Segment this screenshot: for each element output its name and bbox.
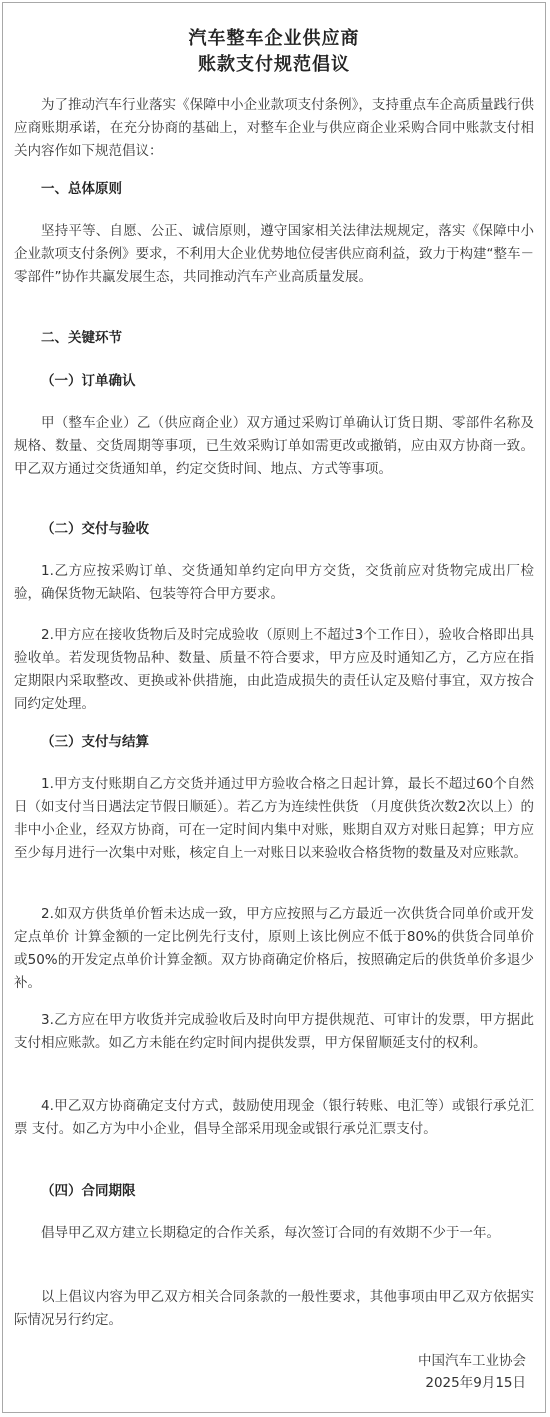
subsection-2-item-2: 2.甲方应在接收货物后及时完成验收（原则上不超过3个工作日），验收合格即出具验收单。若发现货物品种、数量、质量不符合要求，甲方应及时通知乙方，乙方应在指定期限内采取整改、更换或补供措施，由此造成损失的责任认定及赔付事宜，双方按合同约定处理。 — [14, 627, 534, 712]
section-1-heading: 一、总体原则 — [41, 181, 122, 197]
section-1-text: 坚持平等、自愿、公正、诚信原则，遵守国家相关法律法规规定，落实《保障中小企业款项支付条例》要求，不利用大企业优势地位侵害供应商利益，致力于构建“整车－零部件”协作共赢发展生态，共同推动汽车产业高质量发展。 — [14, 223, 534, 285]
subsection-2-item-1: 1.乙方应按采购订单、交货通知单约定向甲方交货，交货前应对货物完成出厂检验，确保货物无缺陷、包装等符合甲方要求。 — [14, 563, 534, 602]
subsection-3-heading: （三）支付与结算 — [41, 734, 149, 750]
subsection-2-heading: （二）交付与验收 — [41, 521, 149, 537]
signature-org: 中国汽车工业协会 — [418, 1353, 526, 1369]
subsection-4-heading: （四）合同期限 — [41, 1183, 136, 1199]
subsection-1-text: 甲（整车企业）乙（供应商企业）双方通过采购订单确认订货日期、零部件名称及规格、数量、交货周期等事项，已生效采购订单如需更改或撤销，应由双方协商一致。甲乙双方通过交货通知单，约定交货时间、地点、方式等事项。 — [14, 415, 534, 477]
signature-date: 2025年9月15日 — [425, 1375, 526, 1391]
subsection-3-item-1: 1.甲方支付账期自乙方交货并通过甲方验收合格之日起计算，最长不超过60个自然日（如支付当日遇法定节假日顺延）。若乙方为连续性供货 （月度供货次数2次以上）的非中小企业，经双方协商，可在一定时间内集中对账，账期自双方对账日起算；甲方应至少每月进行一次集中对账，核定自上一对账日以来验收合格货物的数量及对应账款。 — [14, 776, 534, 861]
subsection-4-text: 倡导甲乙双方建立长期稳定的合作关系，每次签订合同的有效期不少于一年。 — [41, 1225, 500, 1241]
section-2-heading: 二、关键环节 — [41, 330, 122, 346]
subsection-1-heading: （一）订单确认 — [41, 373, 136, 389]
subsection-3-item-2: 2.如双方供货单价暂未达成一致，甲方应按照与乙方最近一次供货合同单价或开发定点单价 计算金额的一定比例先行支付，原则上该比例应不低于80%的供货合同单价或50%的开发定点单价计算金额。双方协商确定价格后，按照确定后的供货单价多退少补。 — [14, 906, 534, 991]
intro-paragraph: 为了推动汽车行业落实《保障中小企业款项支付条例》，支持重点车企高质量践行供应商账期承诺，在充分协商的基础上，对整车企业与供应商企业采购合同中账款支付相关内容作如下规范倡议： — [14, 97, 534, 159]
title-line-1: 汽车整车企业供应商 — [188, 28, 360, 49]
subsection-3-item-4: 4.甲乙双方协商确定支付方式，鼓励使用现金（银行转账、电汇等）或银行承兑汇票 支付。如乙方为中小企业，倡导全部采用现金或银行承兑汇票支付。 — [14, 1098, 534, 1137]
subsection-3-item-3: 3.乙方应在甲方收货并完成验收后及时向甲方提供规范、可审计的发票，甲方据此支付相应账款。如乙方未能在约定时间内提供发票，甲方保留顺延支付的权利。 — [14, 1012, 534, 1051]
title-line-2: 账款支付规范倡议 — [198, 54, 350, 75]
closing-paragraph: 以上倡议内容为甲乙双方相关合同条款的一般性要求，其他事项由甲乙双方依据实际情况另行约定。 — [14, 1289, 534, 1328]
